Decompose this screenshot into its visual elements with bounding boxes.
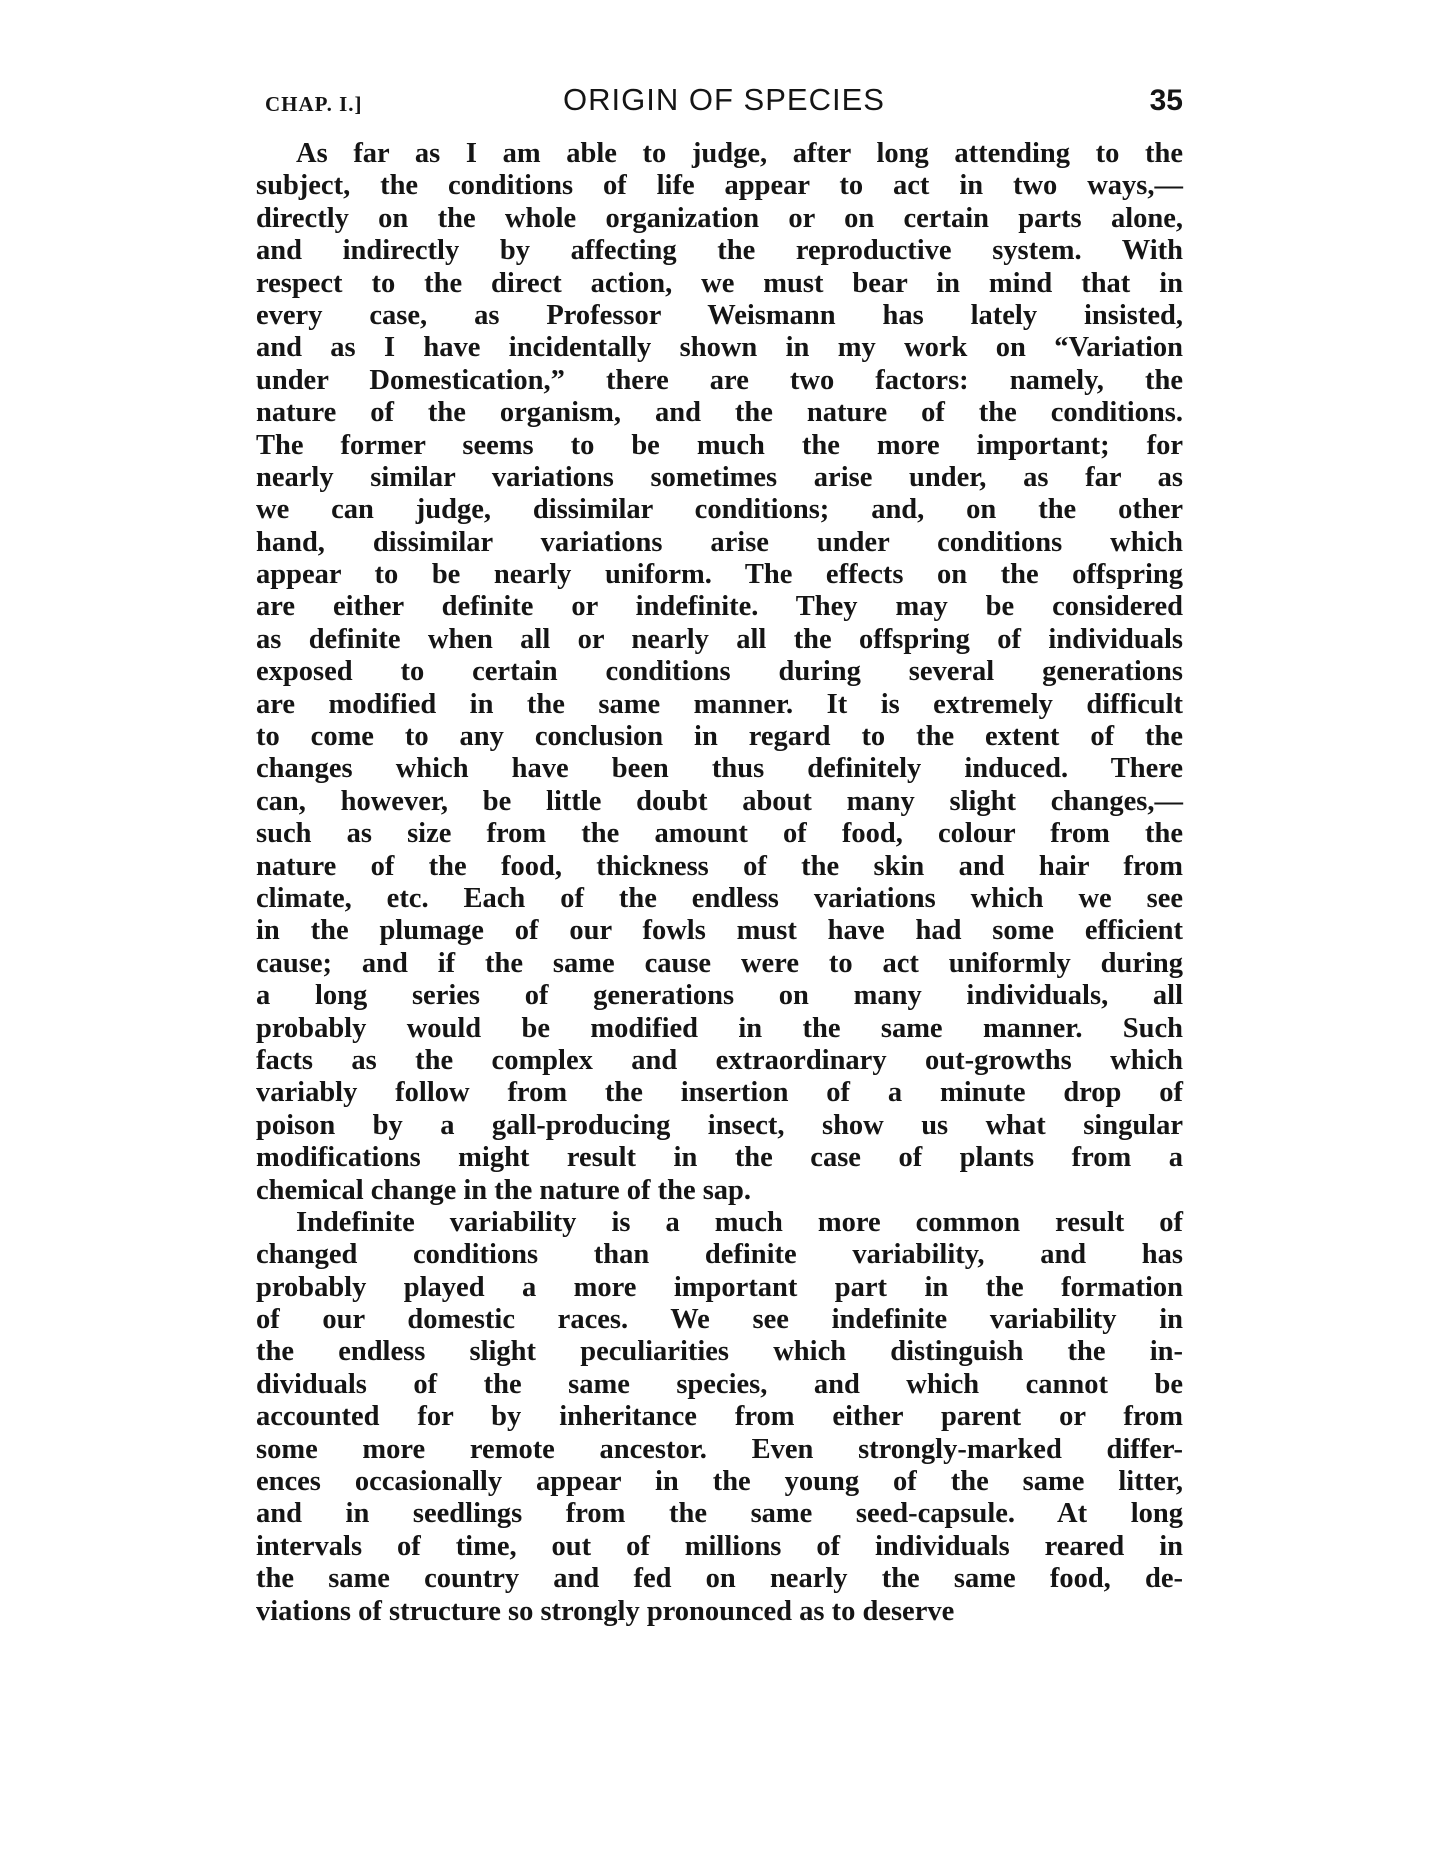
text-line: The former seems to be much the more important; for (256, 429, 1183, 461)
text-line: the same country and fed on nearly the same food, de- (256, 1563, 1183, 1595)
text-line: ences occasionally appear in the young of the same litter, (256, 1466, 1183, 1498)
text-line: viations of structure so strongly pronounced as to deserve (256, 1595, 955, 1627)
text-line: chemical change in the nature of the sap. (256, 1174, 752, 1206)
page-number: 35 (1149, 84, 1183, 117)
text-line: some more remote ancestor. Even strongly-marked differ- (256, 1433, 1183, 1465)
text-line: every case, as Professor Weismann has lately insisted, (256, 299, 1183, 331)
text-line: are modified in the same manner. It is extremely difficult (256, 688, 1183, 720)
text-line: directly on the whole organization or on certain parts alone, (256, 202, 1183, 234)
text-line: to come to any conclusion in regard to the extent of the (256, 721, 1183, 753)
text-line: of our domestic races. We see indefinite variability in (256, 1304, 1183, 1336)
text-line: we can judge, dissimilar conditions; and, on the other (256, 494, 1183, 526)
book-title: ORIGIN OF SPECIES (563, 82, 885, 117)
text-line: the endless slight peculiarities which distinguish the in- (256, 1336, 1183, 1368)
text-line: under Domestication,” there are two factors: namely, the (256, 364, 1183, 396)
text-line: modifications might result in the case of plants from a (256, 1142, 1183, 1174)
text-line: probably would be modified in the same manner. Such (256, 1012, 1183, 1044)
text-line: can, however, be little doubt about many slight changes,— (256, 785, 1183, 817)
text-line: poison by a gall-producing insect, show us what singular (256, 1109, 1183, 1141)
text-line: subject, the conditions of life appear to act in two ways,— (256, 170, 1183, 202)
text-line: cause; and if the same cause were to act uniformly during (256, 947, 1183, 979)
paragraph-1 (256, 138, 1183, 1207)
text-line: as definite when all or nearly all the offspring of individuals (256, 623, 1183, 655)
text-line: hand, dissimilar variations arise under conditions which (256, 526, 1183, 558)
paragraph-2 (256, 1207, 1183, 1628)
text-line: nature of the organism, and the nature of the conditions. (256, 397, 1183, 429)
text-line: probably played a more important part in the formation (256, 1271, 1183, 1303)
text-line: nearly similar variations sometimes arise under, as far as (256, 461, 1183, 493)
text-line: such as size from the amount of food, colour from the (256, 818, 1183, 850)
body-text (256, 138, 1183, 1628)
text-line: and in seedlings from the same seed-capsule. At long (256, 1498, 1183, 1530)
text-line: Indefinite variability is a much more common result of (296, 1206, 1183, 1238)
text-line: variably follow from the insertion of a minute drop of (256, 1077, 1183, 1109)
text-line: climate, etc. Each of the endless variations which we see (256, 882, 1183, 914)
text-line: dividuals of the same species, and which cannot be (256, 1368, 1183, 1400)
text-line: appear to be nearly uniform. The effects on the offspring (256, 559, 1183, 591)
text-line: and indirectly by affecting the reproductive system. With (256, 235, 1183, 267)
text-line: accounted for by inheritance from either parent or from (256, 1401, 1183, 1433)
text-line: a long series of generations on many individuals, all (256, 980, 1183, 1012)
text-line: intervals of time, out of millions of individuals reared in (256, 1530, 1183, 1562)
text-line: and as I have incidentally shown in my work on “Variation (256, 332, 1183, 364)
text-line: changes which have been thus definitely induced. There (256, 753, 1183, 785)
text-line: As far as I am able to judge, after long attending to the (296, 138, 1183, 169)
text-line: facts as the complex and extraordinary out-growths which (256, 1044, 1183, 1076)
running-head (265, 82, 1183, 122)
text-line: are either definite or indefinite. They may be considered (256, 591, 1183, 623)
text-line: nature of the food, thickness of the skin and hair from (256, 850, 1183, 882)
chapter-label: CHAP. I.] (265, 92, 363, 116)
text-line: in the plumage of our fowls must have had some efficient (256, 915, 1183, 947)
text-line: changed conditions than definite variability, and has (256, 1239, 1183, 1271)
text-line: respect to the direct action, we must bear in mind that in (256, 267, 1183, 299)
text-line: exposed to certain conditions during several generations (256, 656, 1183, 688)
